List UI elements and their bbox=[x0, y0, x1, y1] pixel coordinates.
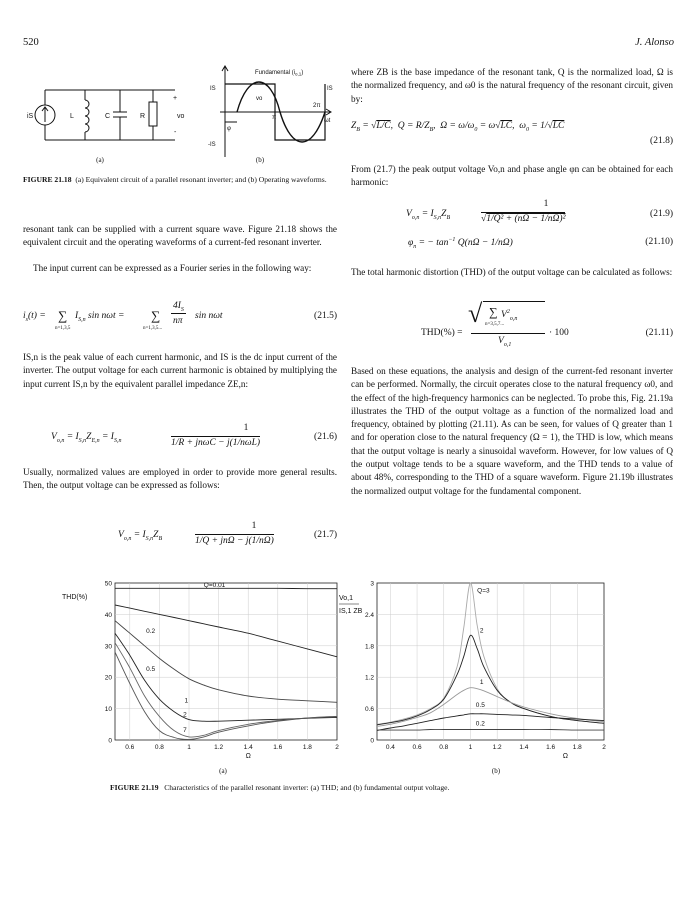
y-tick-label: 10 bbox=[104, 706, 112, 714]
x-axis-label: Ω bbox=[245, 753, 251, 760]
equation-21-5: $i_s(t)$ = ∑ n=1,3,5 $I_{S,n}$ sin nωt = ∑ n=1,3,5... $4I_S$ nπ sin nωt (21.5) bbox=[23, 301, 337, 331]
y-axis-label-denominator: IS,1 ZB bbox=[339, 608, 363, 615]
x-tick-label: 1 bbox=[187, 744, 191, 751]
left-col-paragraph-2: The input current can be expressed as a Fourier series in the following way: bbox=[33, 263, 312, 273]
right-col-paragraph-4: Based on these equations, the analysis and design of the current-fed resonant inverter can be performed. Normally, the circuit operates close to the natural frequency ω0, and the effect of the high-frequency harmonics can be neglected. To probe this, Fig. 21.19a illustrates the THD of the output voltage as a function of the normalized load and frequency, obtained by plotting (21.11). As can be seen, for values of Q greater than 1 and for operation close to the natural frequency (Ω = 1), the THD is low, which means that the output voltage is nearly a sinusoidal waveform. However, for low values of Q the output voltage tends to be a square waveform, and the THD tends to a value of about 48%, corresponding to the THD of a square waveform. Figure 21.19b illustrates the normalized output voltage for the fundamental component. bbox=[351, 366, 673, 496]
caption-label: FIGURE 21.19 bbox=[110, 783, 159, 792]
figure-21-19a-thd-chart bbox=[60, 575, 350, 775]
label-IS-top: IS bbox=[210, 86, 216, 92]
equation-21-10: $\varphi_n$ = − $\tan^{-1} Q(n\Omega - 1/n\Omega)$ (21.10) bbox=[408, 237, 673, 251]
right-col-paragraph-2: From (21.7) the peak output voltage Vo,n and phase angle φn can be obtained for each harmonic: bbox=[351, 164, 673, 188]
y-tick-label: 1.8 bbox=[364, 643, 374, 651]
running-author: J. Alonso bbox=[635, 37, 674, 48]
label-vo: vo bbox=[177, 113, 185, 120]
caption-text: (a) Equivalent circuit of a parallel resonant inverter; and (b) Operating waveforms. bbox=[75, 175, 327, 184]
series-label: 0.5 bbox=[146, 665, 156, 673]
equation-21-8: $Z_B = √L/C$, $Q = R/Z_B$, $\Omega = \omega/\omega_0 = \omega√LC$, $\omega_0 = 1/√LC$ (21.8) bbox=[351, 121, 673, 146]
label-is: iS bbox=[27, 113, 34, 120]
page-number: 520 bbox=[23, 37, 39, 48]
label-fundamental: Fundamental $(i_{o,1})$ bbox=[255, 70, 304, 77]
y-tick-label: 2.4 bbox=[364, 611, 374, 619]
fig19-sublabel-b: (b) bbox=[491, 767, 501, 775]
label-R: R bbox=[140, 113, 146, 120]
x-tick-label: 0.6 bbox=[125, 744, 135, 751]
x-tick-label: 1 bbox=[468, 744, 473, 751]
resistor-symbol bbox=[149, 102, 157, 126]
label-wt: ωt bbox=[324, 118, 331, 124]
label-C: C bbox=[105, 113, 111, 120]
y-tick-label: 0 bbox=[370, 737, 374, 745]
series-label: Q=3 bbox=[477, 587, 490, 595]
figure-21-18a-circuit bbox=[25, 70, 195, 160]
y-tick-label: 40 bbox=[104, 611, 112, 619]
x-tick-label: 1.4 bbox=[243, 744, 253, 751]
fig18-sublabel-b: (b) bbox=[255, 156, 265, 164]
x-tick-label: 0.6 bbox=[412, 744, 422, 751]
x-tick-label: 0.8 bbox=[154, 744, 164, 751]
caption-text: Characteristics of the parallel resonant inverter: (a) THD; and (b) fundamental output voltage. bbox=[164, 783, 450, 792]
left-col-paragraph-3: IS,n is the peak value of each current harmonic, and IS is the dc input current of the inverter. The output voltage for each current harmonic is obtained by multiplying the input current IS,n by the equivalent parallel impedance ZE,n: bbox=[23, 352, 337, 389]
x-tick-label: 1.8 bbox=[302, 744, 312, 751]
y-tick-label: 30 bbox=[104, 643, 112, 651]
y-tick-label: 3 bbox=[370, 580, 374, 588]
label-vo-wave: vo bbox=[256, 96, 263, 102]
equation-21-9: $V_{o,n} = I_{S,n}Z_B$ 1 √1/Q² + (nΩ − 1/nΩ)² (21.9) bbox=[406, 199, 673, 224]
left-col-paragraph-4: Usually, normalized values are employed in order to provide more general results. Then, the output voltage can be expressed as follows: bbox=[23, 467, 337, 491]
series-label: 1 bbox=[479, 679, 484, 687]
y-axis-label: Vo,1 bbox=[339, 595, 354, 602]
x-tick-label: 2 bbox=[335, 744, 339, 751]
series-label: 0.2 bbox=[146, 628, 156, 636]
plot-frame bbox=[115, 583, 337, 740]
x-tick-label: 0.4 bbox=[385, 744, 395, 751]
x-tick-label: 1.6 bbox=[546, 744, 556, 751]
equation-21-6: $V_{o,n} = I_{S,n}Z_{E,n} = I_{S,n}$ 1 1/R + jnωC − j(1/nωL) (21.6) bbox=[51, 423, 337, 448]
figure-21-18-caption bbox=[23, 175, 337, 186]
series-label: 1 bbox=[184, 697, 189, 705]
series-label: 7 bbox=[183, 727, 187, 735]
series-label: 0.5 bbox=[475, 702, 485, 710]
y-tick-label: 1.2 bbox=[364, 674, 374, 682]
caption-label: FIGURE 21.18 bbox=[23, 175, 72, 184]
figure-21-18b-waveform bbox=[200, 62, 340, 162]
right-col-paragraph-3: The total harmonic distortion (THD) of the output voltage can be calculated as follows: bbox=[351, 267, 673, 277]
label-neg-IS: -IS bbox=[208, 142, 216, 148]
x-tick-label: 1.2 bbox=[492, 744, 502, 751]
fig19-sublabel-a: (a) bbox=[219, 767, 227, 775]
series-label: 0.2 bbox=[475, 720, 485, 728]
fig18-sublabel-a: (a) bbox=[96, 156, 104, 164]
y-tick-label: 0 bbox=[108, 737, 112, 745]
left-col-paragraph-1: resonant tank can be supplied with a current square wave. Figure 21.18 shows the equivalent circuit and the operating waveforms of a current-fed resonant inverter. bbox=[23, 224, 337, 248]
series-label: 2 bbox=[479, 627, 484, 635]
figure-21-19b-voltage-chart bbox=[335, 575, 625, 775]
plot-frame bbox=[377, 583, 604, 740]
label-plus: + bbox=[173, 95, 178, 102]
label-2pi: 2π bbox=[313, 103, 321, 109]
series-label: Q=0.01 bbox=[203, 581, 226, 589]
label-minus: - bbox=[174, 129, 177, 136]
label-pi: π bbox=[272, 115, 277, 121]
equation-21-11: THD(%) = √ ∑ $V^2_{o,n}$ n=3,5,7... $V_{o,1}$ · 100 (21.11) bbox=[421, 299, 673, 348]
equation-21-7: $V_{o,n} = I_{S,n}Z_B$ 1 1/Q + jnΩ − j(1/nΩ) (21.7) bbox=[118, 521, 337, 546]
y-tick-label: 0.6 bbox=[364, 706, 374, 714]
y-tick-label: 50 bbox=[104, 580, 112, 588]
x-tick-label: 0.8 bbox=[439, 744, 449, 751]
x-tick-label: 2 bbox=[602, 744, 606, 751]
y-tick-label: 20 bbox=[104, 674, 112, 682]
x-tick-label: 1.4 bbox=[519, 744, 529, 751]
right-col-paragraph-1: where ZB is the base impedance of the resonant tank, Q is the normalized load, Ω is the normalized frequency, and ω0 is the natural frequency of the resonant circuit, given by: bbox=[351, 67, 673, 104]
label-phi: φ bbox=[227, 126, 231, 132]
inductor-symbol bbox=[85, 100, 89, 132]
x-tick-label: 1.2 bbox=[214, 744, 224, 751]
figure-21-19-caption bbox=[110, 783, 630, 794]
x-axis-label: Ω bbox=[562, 753, 569, 760]
x-tick-label: 1.8 bbox=[572, 744, 582, 751]
y-axis-label: THD(%) bbox=[62, 594, 88, 601]
label-IS-right: IS bbox=[327, 86, 333, 92]
series-label: 2 bbox=[183, 711, 187, 719]
x-tick-label: 1.6 bbox=[273, 744, 283, 751]
label-L: L bbox=[70, 113, 74, 120]
